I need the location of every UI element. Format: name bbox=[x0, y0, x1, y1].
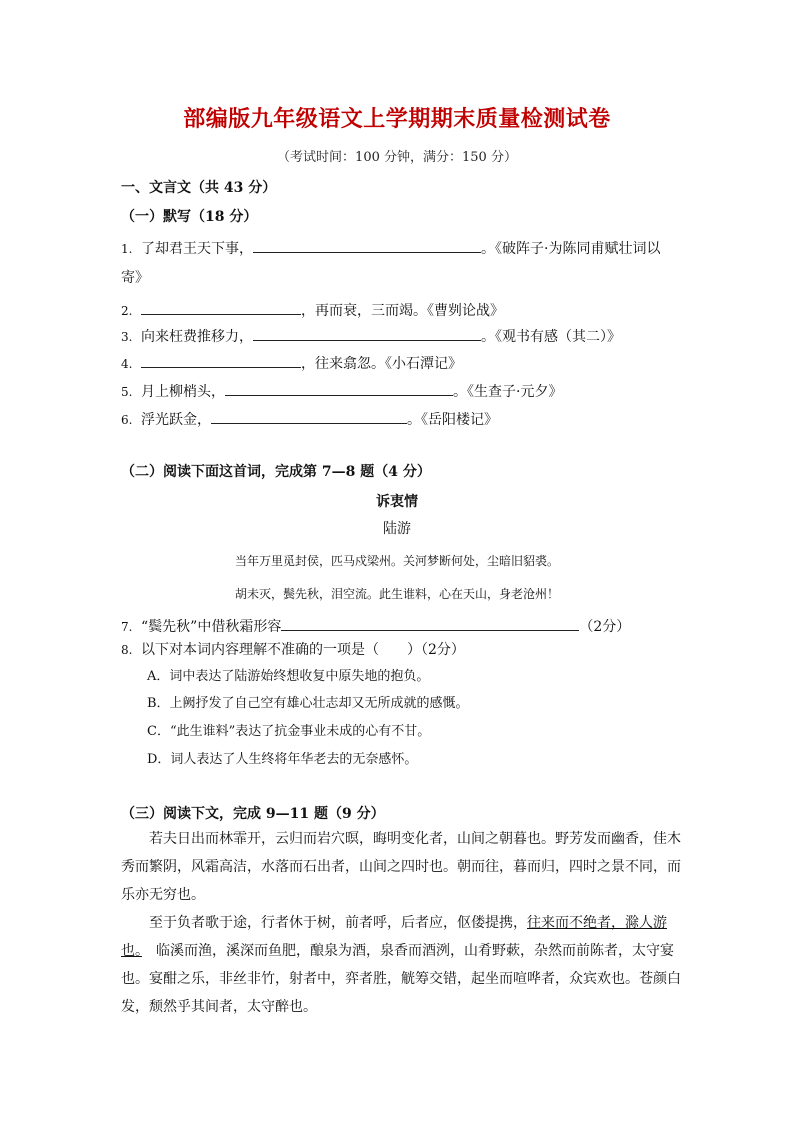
question-2 bbox=[121, 300, 504, 321]
question-3 bbox=[121, 326, 621, 347]
question-7 bbox=[121, 616, 630, 637]
question-source: ，再而衰，三而竭。《曹刿论战》 bbox=[301, 303, 504, 319]
exam-title: 部编版九年级语文上学期期末质量检测试卷 bbox=[183, 106, 611, 132]
prose-paragraph-1: 若夫日出而林霏开，云归而岩穴暝，晦明变化者，山间之朝暮也。野芳发而幽香，佳木 秀而繁阴，风霜高洁，水落而石出者，山间之四时也。朝而往，暮而归，四时之景不同，而乐亦无穷也。 bbox=[121, 831, 695, 903]
answer-blank[interactable] bbox=[253, 326, 481, 341]
question-number: 1. bbox=[121, 242, 133, 256]
question-1-continued: 寄》 bbox=[121, 270, 149, 286]
question-text: 了却君王天下事， bbox=[141, 241, 253, 257]
option-c[interactable]: C．“此生谁料”表达了抗金事业未成的心有不甘。 bbox=[147, 724, 431, 739]
prose-paragraph-2 bbox=[121, 909, 681, 1021]
question-text: 浮光跃金， bbox=[141, 412, 211, 428]
poem-author: 陆游 bbox=[383, 521, 411, 537]
question-number: 6. bbox=[121, 413, 133, 427]
question-number: 8. bbox=[121, 643, 133, 657]
question-number: 5. bbox=[121, 385, 133, 399]
question-source: 。《生查子·元夕》 bbox=[453, 384, 563, 400]
prose-text: 至于负者歌于途，行者休于树，前者呼，后者应，伛偻提携， bbox=[149, 915, 527, 931]
question-5 bbox=[121, 381, 562, 402]
question-4 bbox=[121, 353, 462, 374]
question-number: 3. bbox=[121, 330, 133, 344]
exam-subtitle: （考试时间：100 分钟，满分：150 分） bbox=[277, 150, 517, 165]
question-6 bbox=[121, 409, 498, 430]
option-a[interactable]: A．词中表达了陆游始终想收复中原失地的抱负。 bbox=[147, 669, 430, 684]
answer-blank[interactable] bbox=[225, 381, 453, 396]
question-source: 。《岳阳楼记》 bbox=[407, 412, 498, 428]
question-number: 7. bbox=[121, 620, 133, 634]
poem-title: 诉衷情 bbox=[376, 494, 418, 510]
option-d[interactable]: D．词人表达了人生终将年华老去的无奈感怀。 bbox=[147, 752, 418, 767]
answer-blank[interactable] bbox=[211, 409, 407, 424]
underlined-sentence: 往来而不绝者，滁人游也。 bbox=[121, 915, 667, 959]
question-text: 向来枉费推移力， bbox=[141, 329, 253, 345]
question-text: “鬓先秋”中借秋霜形容 bbox=[141, 619, 282, 635]
part-heading-dictation: （一）默写（18 分） bbox=[121, 209, 258, 225]
answer-blank[interactable] bbox=[141, 353, 301, 368]
question-score: （2分） bbox=[579, 619, 631, 635]
part-heading-prose: （三）阅读下文，完成 9—11 题（9 分） bbox=[121, 806, 385, 822]
part-heading-poem: （二）阅读下面这首词，完成第 7—8 题（4 分） bbox=[121, 464, 431, 480]
question-number: 2. bbox=[121, 304, 133, 318]
answer-blank[interactable] bbox=[141, 300, 301, 315]
question-text: 月上柳梢头， bbox=[141, 384, 225, 400]
section-heading-classical: 一、文言文（共 43 分） bbox=[121, 180, 277, 196]
question-source: ，往来翕忽。《小石潭记》 bbox=[301, 356, 462, 372]
question-source: 。《破阵子·为陈同甫赋壮词以 bbox=[481, 241, 661, 257]
question-number: 4. bbox=[121, 357, 133, 371]
answer-blank[interactable] bbox=[253, 238, 481, 253]
answer-blank[interactable] bbox=[281, 616, 579, 631]
question-1 bbox=[121, 238, 660, 259]
question-source: 。《观书有感（其二）》 bbox=[481, 329, 621, 345]
question-8 bbox=[121, 640, 465, 660]
poem-line-2: 胡未灭，鬓先秋，泪空流。此生谁料，心在天山，身老沧州！ bbox=[234, 587, 559, 601]
prose-text: 临溪而渔，溪深而鱼肥，酿泉为酒，泉香而酒洌，山肴野蔌，杂然而前陈者，太守宴也。宴酣之乐，非丝非竹，射者中，弈者胜，觥筹交错，起坐而喧哗者，众宾欢也。苍颜白发，颓然乎其间者，太守醉也。 bbox=[121, 943, 681, 1015]
question-text: 以下对本词内容理解不准确的一项是（ ）（2分） bbox=[141, 642, 465, 658]
poem-line-1: 当年万里觅封侯，匹马戍梁州。关河梦断何处，尘暗旧貂裘。 bbox=[234, 554, 559, 568]
option-b[interactable]: B．上阙抒发了自己空有雄心壮志却又无所成就的感慨。 bbox=[147, 696, 469, 711]
